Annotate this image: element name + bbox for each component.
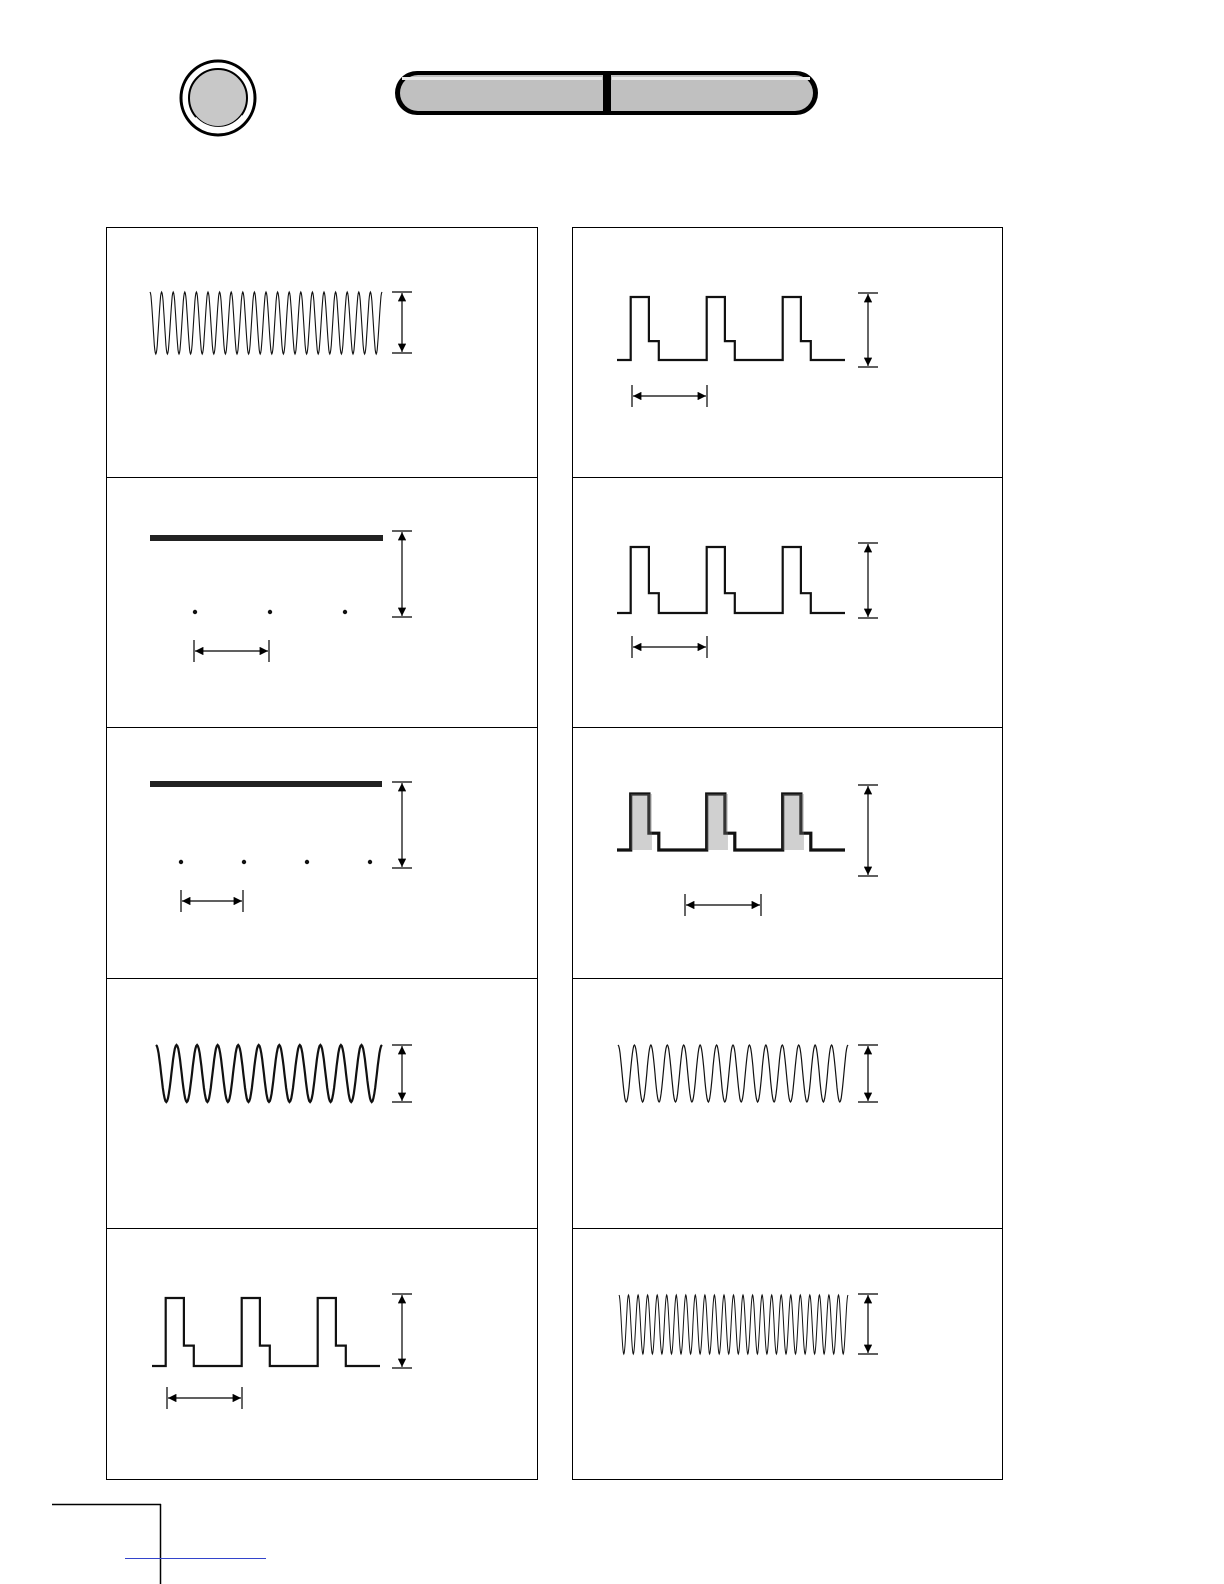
waveform-trace-left-3-dot-1	[179, 860, 183, 864]
waveform-panel-left-2	[107, 478, 538, 728]
section-badge	[181, 61, 255, 135]
waveform-trace-right-3-burst-2	[707, 794, 728, 850]
waveform-panel-right-3	[573, 728, 1003, 979]
waveform-panel-left-3	[107, 728, 538, 979]
waveform-panel-left-1	[107, 228, 538, 478]
waveform-trace-right-3-burst-3	[783, 794, 804, 850]
waveform-trace-right-3-burst-1	[631, 794, 652, 850]
title-bar	[395, 71, 818, 115]
waveform-trace-left-3-dot-4	[368, 860, 372, 864]
waveform-trace-left-3-dot-3	[305, 860, 309, 864]
waveform-trace-left-3-line	[150, 781, 382, 787]
waveform-grid-left	[107, 228, 538, 1480]
waveform-grid-right	[573, 228, 1003, 1480]
waveform-trace-left-2-dot-1	[193, 610, 197, 614]
waveform-panel-right-1	[573, 228, 1003, 478]
waveform-panel-left-4	[107, 979, 538, 1229]
waveform-trace-left-2-dot-2	[268, 610, 272, 614]
waveform-trace-left-2-line	[150, 535, 383, 541]
waveform-panel-right-2	[573, 478, 1003, 728]
waveform-panel-right-4	[573, 979, 1003, 1229]
waveform-panel-left-5	[107, 1229, 538, 1480]
footer-marks	[52, 1504, 266, 1584]
waveform-trace-left-3-dot-2	[242, 860, 246, 864]
waveform-panel-right-5	[573, 1229, 1003, 1480]
waveform-trace-left-2-dot-3	[343, 610, 347, 614]
